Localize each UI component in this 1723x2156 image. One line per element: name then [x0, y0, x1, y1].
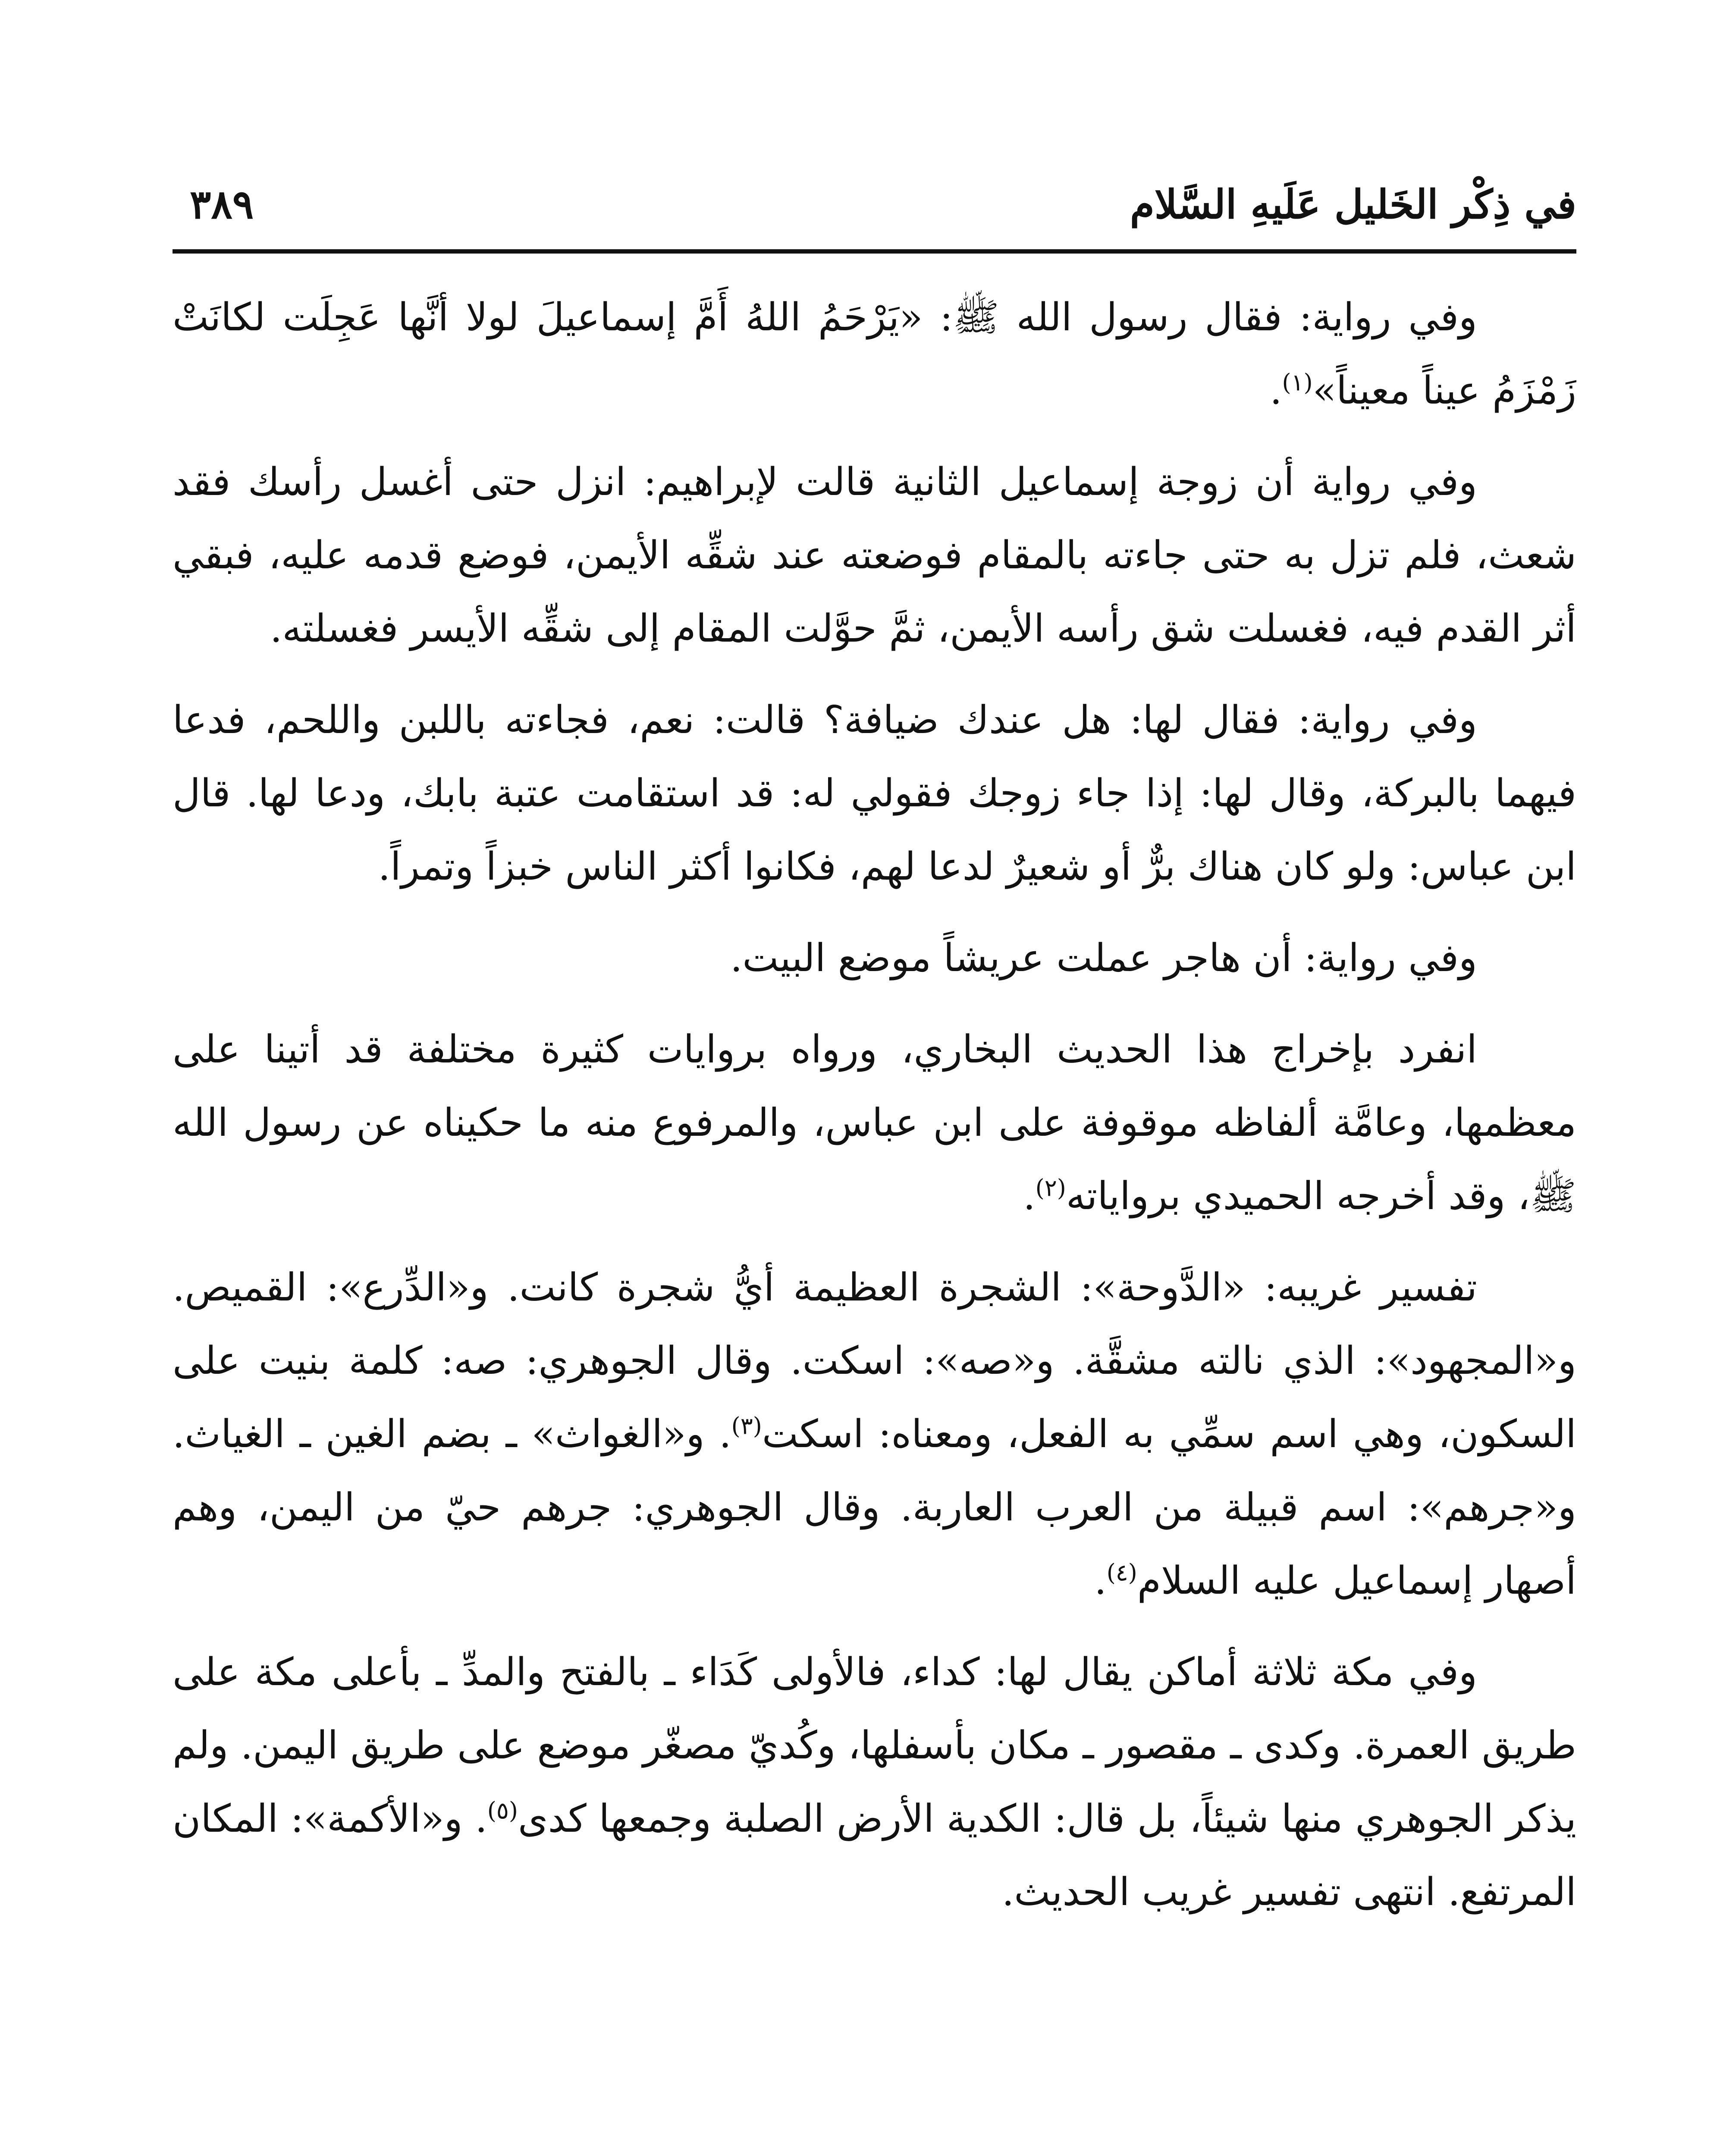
paragraph-4: [173, 921, 1576, 994]
paragraph-7: [173, 1635, 1576, 1928]
running-header: [173, 164, 1576, 250]
paragraph-text-middle: . و«الغواث» ـ بضم الغين ـ الغياث. و«جرهم»: اسم قبيلة من العرب العاربة. وقال الجوهري: جرهم حيّ من اليمن، وهم أصهار إسماعيل عليه السلام: [173, 1411, 1576, 1603]
paragraph-2: [173, 445, 1576, 665]
header-rule: [173, 249, 1576, 254]
chapter-title: في ذِكْر الخَليل عَلَيهِ السَّلام: [1130, 181, 1576, 228]
page-number: ٣٨٩: [190, 181, 254, 228]
footnote-ref-1: (١): [1282, 369, 1313, 396]
paragraph-text-tail: .: [1094, 1558, 1107, 1603]
paragraph-3: [173, 683, 1576, 903]
paragraph-text: تفسير غريبه: «الدَّوحة»: الشجرة العظيمة أيُّ شجرة كانت. و«الدِّرع»: القميص. و«المجهود»: الذي نالته مشقَّة. و«صه»: اسكت. وقال الجوهري: صه: كلمة بنيت على السكون، وهي اسم سمِّي به الفعل، ومعناه: اسكت: [173, 1265, 1577, 1456]
paragraph-text-tail: . و«الأكمة»: المكان المرتفع. انتهى تفسير غريب الحديث.: [173, 1796, 1576, 1914]
paragraph-text: وفي رواية: فقال لها: هل عندك ضيافة؟ قالت: نعم، فجاءته باللبن واللحم، فدعا فيهما بالبركة، وقال لها: إذا جاء زوجك فقولي له: قد استقامت عتبة بابك، ودعا لها. قال ابن عباس: ولو كان هناك برٌّ أو شعيرٌ لدعا لهم، فكانوا أكثر الناس خبزاً وتمراً.: [173, 697, 1576, 889]
paragraph-text: وفي رواية: أن هاجر عملت عريشاً موضع البيت.: [730, 935, 1477, 980]
main-text: [173, 280, 1576, 1946]
paragraph-text: وفي رواية أن زوجة إسماعيل الثانية قالت لإبراهيم: انزل حتى أغسل رأسك فقد شعث، فلم تزل به حتى جاءته بالمقام فوضعته عند شقِّه الأيمن، فوضع قدمه عليه، فبقي أثر القدم فيه، فغسلت شق رأسه الأيمن، ثمَّ حوَّلت المقام إلى شقِّه الأيسر فغسلته.: [173, 459, 1576, 651]
paragraph-6: [173, 1250, 1576, 1617]
paragraph-text-tail: .: [1023, 1173, 1036, 1218]
paragraph-5: [173, 1012, 1576, 1232]
paragraph-1: [173, 280, 1576, 427]
footnote-ref-3: (٣): [731, 1412, 762, 1440]
paragraph-text: وفي مكة ثلاثة أماكن يقال لها: كداء، فالأولى كَدَاء ـ بالفتح والمدِّ ـ بأعلى مكة على طريق العمرة. وكدى ـ مقصور ـ مكان بأسفلها، وكُديّ مصغّر موضع على طريق اليمن. ولم يذكر الجوهري منها شيئاً، بل قال: الكدية الأرض الصلبة وجمعها كدى: [173, 1649, 1577, 1841]
paragraph-text-tail: .: [1270, 368, 1282, 413]
footnote-ref-2: (٢): [1035, 1174, 1066, 1202]
footnote-ref-4: (٤): [1106, 1559, 1137, 1586]
paragraph-text: وفي رواية: فقال رسول الله ﷺ: «يَرْحَمُ اللهُ أَمَّ إسماعيلَ لولا أنَّها عَجِلَت لكانَتْ زَمْزَمُ عيناً معيناً»: [173, 295, 1576, 413]
paragraph-text: انفرد بإخراج هذا الحديث البخاري، ورواه بروايات كثيرة مختلفة قد أتينا على معظمها، وعامَّة ألفاظه موقوفة على ابن عباس، والمرفوع منه ما حكيناه عن رسول الله ﷺ، وقد أخرجه الحميدي برواياته: [173, 1027, 1576, 1218]
footnote-ref-5: (٥): [487, 1797, 518, 1824]
